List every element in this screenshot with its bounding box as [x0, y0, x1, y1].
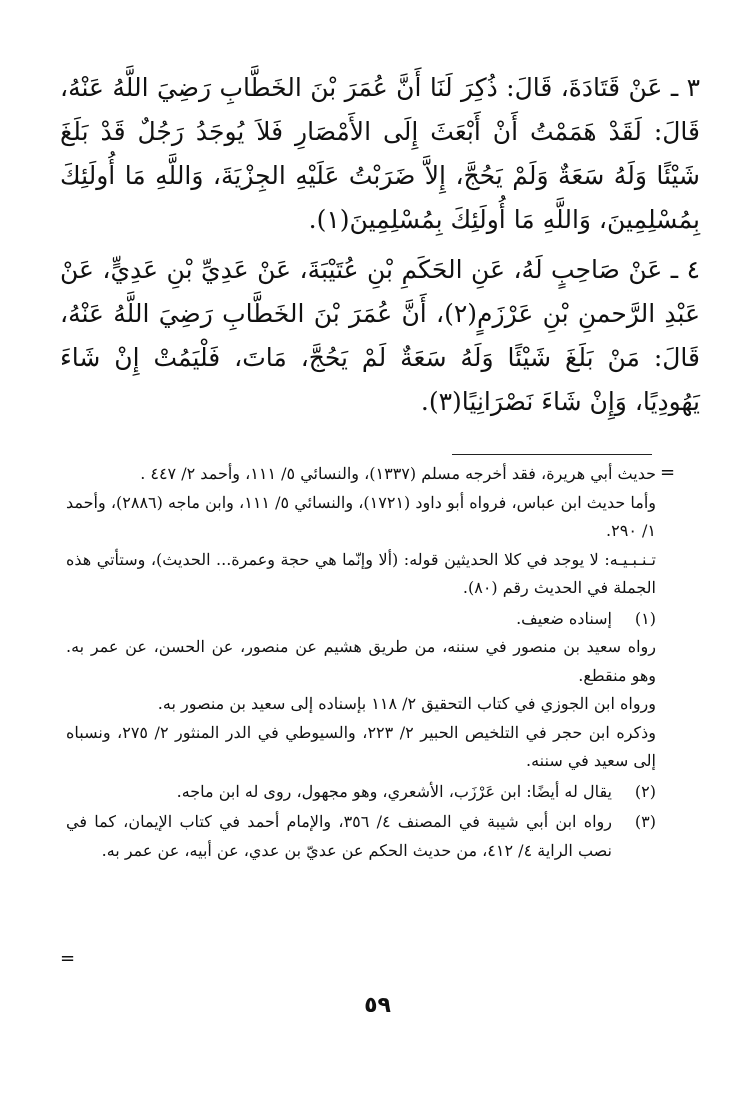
main-text: [60, 66, 700, 430]
footnote-line: يقال له أيضًا: ابن عَرْزَب، الأشعري، وهو مجهول، روى له ابن ماجه.: [176, 781, 612, 801]
hadith-3: ٣ ـ عَنْ قَتَادَةَ، قَالَ: ذُكِرَ لَنَا أَنَّ عُمَرَ بْنَ الخَطَّابِ رَضِيَ اللَّهُ عَنْهُ، قَالَ: لَقَدْ هَمَمْتُ أَنْ أَبْعَثَ إِلَى الأَمْصَارِ فَلاَ يُوجَدُ رَجُلٌ قَدْ بَلَغَ شَيْئًا وَلَهُ سَعَةٌ وَلَمْ يَحُجَّ، إِلاَّ ضَرَبْتُ عَلَيْهِ الجِزْيَةَ، وَاللَّهِ مَا أُولَئِكَ بِمُسْلِمِينَ، وَاللَّهِ مَا أُولَئِكَ بِمُسْلِمِينَ(١).: [60, 73, 700, 234]
footnote-separator: [452, 454, 652, 455]
footnote-1: [66, 605, 656, 634]
continued-note-line: وأما حديث ابن عباس، فرواه أبو داود (١٧٢١)، والنسائي ٥/ ١١١، وابن ماجه (٢٨٨٦)، وأحمد ١/ ٢٩٠.: [66, 492, 657, 540]
continued-note-line: حديث أبي هريرة، فقد أخرجه مسلم (١٣٣٧)، والنسائي ٥/ ١١١، وأحمد ٢/ ٤٤٧ .: [140, 464, 656, 483]
footnote-line: رواه ابن أبي شيبة في المصنف ٤/ ٣٥٦، والإمام أحمد في كتاب الإيمان، كما في نصب الراية ٤/ ٤١٢، من حديث الحكم عن عديّ بن عدي، عن أبيه، عن عمر به.: [66, 812, 612, 860]
footnote-number: (٣): [634, 812, 656, 831]
footnote-line: ورواه ابن الجوزي في كتاب التحقيق ٢/ ١١٨ بإسناده إلى سعيد بن منصور به.: [157, 694, 656, 713]
continuation-mark-bottom: =: [60, 948, 76, 969]
page-number: ٥٩: [364, 993, 391, 1018]
footnote-number: (١): [634, 608, 656, 628]
hadith-4: ٤ ـ عَنْ صَاحِبٍ لَهُ، عَنِ الحَكَمِ بْنِ عُتَيْبَةَ، عَنْ عَدِيِّ بْنِ عَدِيٍّ، عَنْ عَبْدِ الرَّحمنِ بْنِ عَرْزَمٍ(٢)، أَنَّ عُمَرَ بْنَ الخَطَّابِ رَضِيَ اللَّهُ عَنْهُ، قَالَ: مَنْ بَلَغَ شَيْئًا وَلَهُ سَعَةٌ لَمْ يَحُجَّ، مَاتَ، فَلْيَمُتْ إِنْ شَاءَ يَهُودِيًا، وَإِنْ شَاءَ نَصْرَانِيًا(٣).: [60, 255, 700, 416]
footnote-3: [66, 808, 656, 865]
continuation-mark-top: =: [660, 462, 676, 483]
footnote-line: رواه سعيد بن منصور في سننه، من طريق هشيم عن منصور، عن الحسن، عن عمر به. وهو منقطع.: [66, 637, 656, 685]
footnote-line: وذكره ابن حجر في التلخيص الحبير ٢/ ٢٢٣، والسيوطي في الدر المنثور ٢/ ٢٧٥، ونسباه إلى سعيد في سننه.: [66, 722, 657, 770]
continued-note-line: تـنـبـيـه: لا يوجد في كلا الحديثين قوله: (ألا وإنّما هي حجة وعمرة... الحديث)، وستأتي هذه الجملة في الحديث رقم (٨٠).: [66, 549, 656, 597]
footnote-number: (٢): [634, 781, 656, 801]
footnotes: [66, 460, 656, 865]
footnote-line: إسناده ضعيف.: [516, 608, 612, 628]
footnote-2: [66, 778, 656, 807]
